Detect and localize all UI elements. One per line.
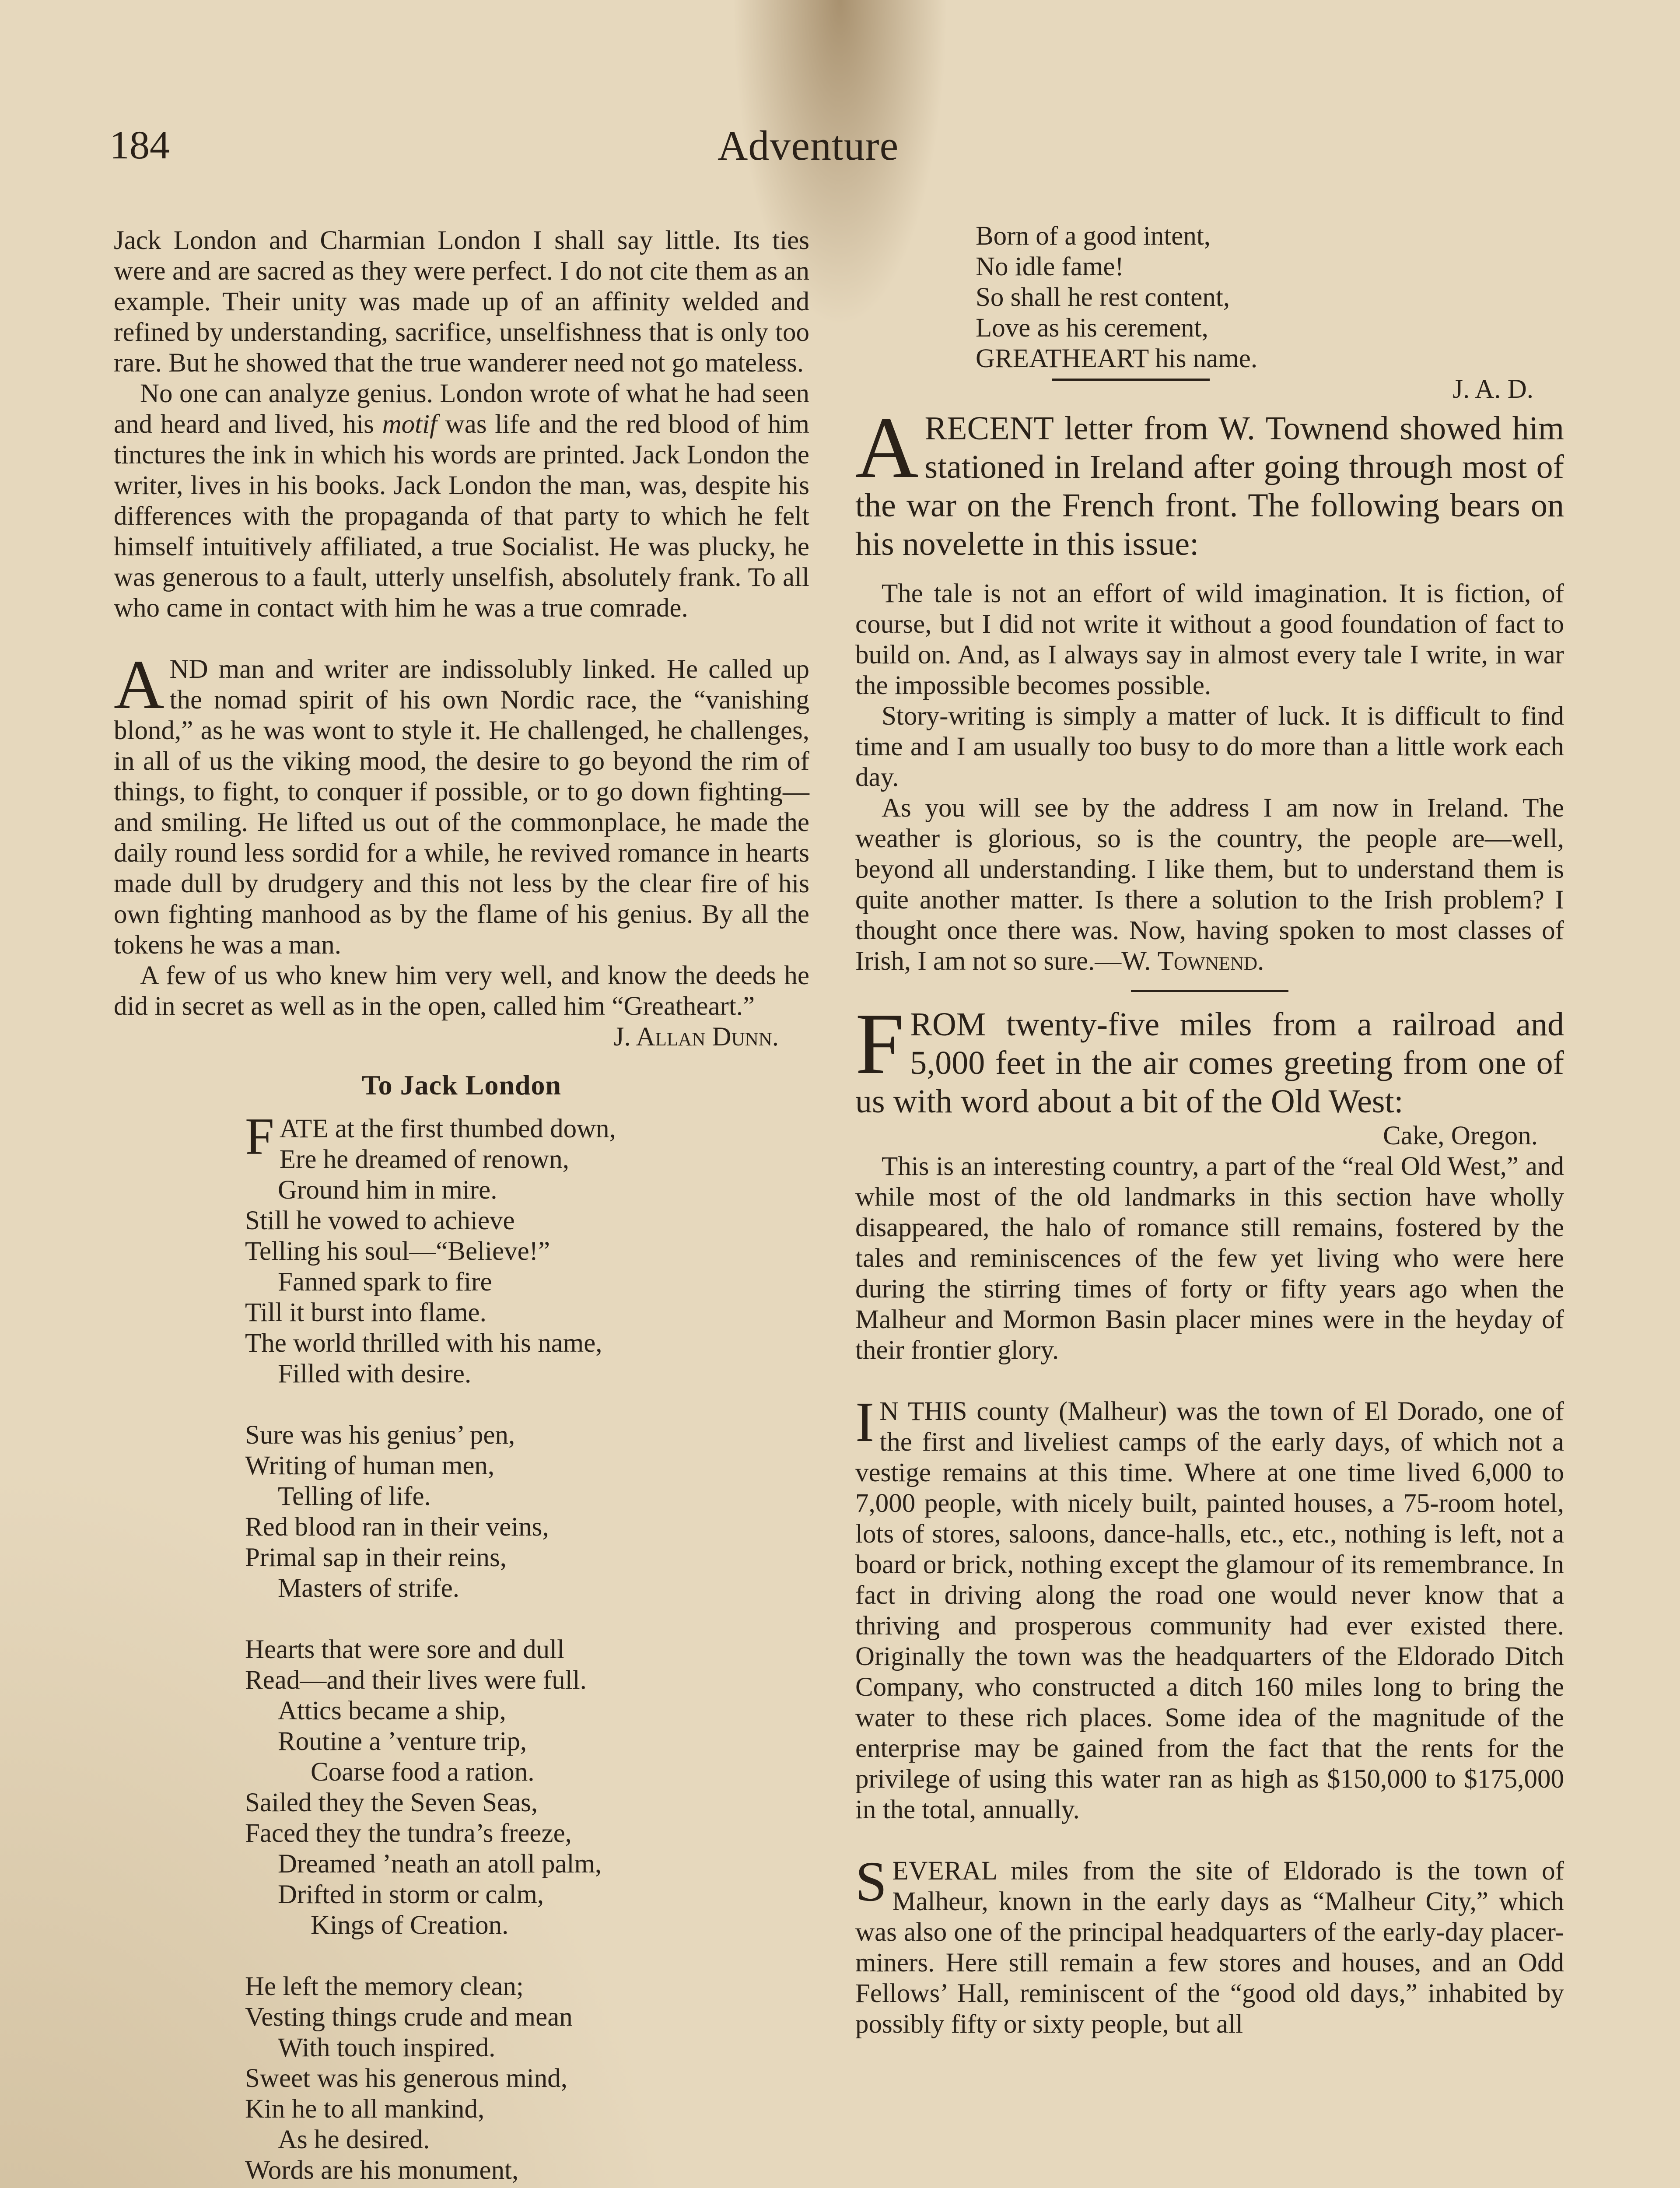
poem-line: Love as his cerement, bbox=[976, 313, 1208, 343]
drop-cap: A bbox=[855, 400, 919, 496]
section-lead: A RECENT letter from W. Townend showed him stationed in Ireland after going through most of the war on the French front. The following bears on his novelette in this issue: bbox=[855, 400, 1564, 562]
drop-cap: I bbox=[855, 1391, 875, 1454]
letter-paragraph: SEVERAL miles from the site of Eldorado is the town of Malheur, known in the early days as “Malheur City,” which was also one of the principal headquarters of the early-day placer-miners. Here still remain a few stores and houses, and an Odd Fellows’ Hall, reminiscent of the “good old days,” inhabited by possibly fifty or sixty people, but all bbox=[855, 1850, 1564, 2039]
poem-line: Primal sap in their reins, bbox=[245, 1543, 507, 1572]
poem-line: Hearts that were sore and dull bbox=[245, 1635, 565, 1664]
drop-cap: S bbox=[855, 1850, 887, 1913]
poem-line: Still he vowed to achieve bbox=[245, 1206, 515, 1235]
poem-line: Sure was his genius’ pen, bbox=[245, 1420, 515, 1450]
poem-line: FATE at the first thumbed down, bbox=[245, 1107, 616, 1165]
poem-line: Born of a good intent, bbox=[976, 221, 1211, 251]
left-column bbox=[114, 225, 809, 2186]
stanza-break bbox=[245, 1604, 809, 1634]
poem-line: The world thrilled with his name, bbox=[245, 1329, 602, 1358]
poem-continuation bbox=[855, 221, 1564, 374]
poem-line: Telling of life. bbox=[278, 1482, 431, 1511]
poem-line: Kings of Creation. bbox=[311, 1911, 509, 1940]
poem-line: Faced they the tundra’s freeze, bbox=[245, 1819, 572, 1848]
letter-paragraph: This is an interesting country, a part of the “real Old West,” and while most of the old landmarks in this section have wholly disappeared, the halo of romance still remains, fostered by the tales and reminiscences of the few yet living who were here during the stirring times of forty or fifty years ago when the Malheur and Mormon Basin placer mines were in the heyday of their frontier glory. bbox=[855, 1152, 1564, 1365]
poem-line: Drifted in storm or calm, bbox=[278, 1880, 544, 1909]
paragraph: AND man and writer are indissolubly linked. He called up the nomad spirit of his own Nordic race, the “vanishing blond,” as he was wont to style it. He challenged, he challenges, in all of us the viking mood, the desire to go beyond the rim of things, to fight, to conquer if possible, or to go down fighting—and smiling. He lifted us out of the commonplace, he made the daily round less sordid for a while, he revived romance in hearts made dull by drudgery and this not less by the clear fire of his own fighting manhood as by the flame of his genius. By all the tokens he was a man. bbox=[114, 645, 809, 960]
poem-line: Words are his monument, bbox=[245, 2156, 519, 2185]
paragraph: Jack London and Charmian London I shall say little. Its ties were and are sacred as they were perfect. I do not cite them as an example. Their unity was made up of an affinity welded and refined by understanding, sacrifice, unselfishness that is only too rare. But he showed that the true wanderer need not go mateless. bbox=[114, 226, 809, 378]
drop-cap: F bbox=[855, 996, 904, 1092]
letter-paragraph: As you will see by the address I am now in Ireland. The weather is glorious, so is the country, the people are—well, beyond all understanding. I like them, but to understand them is quite another matter. Is there a solution to the Irish problem? I thought once there was. Now, having spoken to most classes of Irish, I am not so sure.—W. Townend. bbox=[855, 793, 1564, 976]
poem-line: Sailed they the Seven Seas, bbox=[245, 1788, 538, 1817]
poem-line: He left the memory clean; bbox=[245, 1972, 524, 2001]
signature: J. Allan Dunn. bbox=[613, 1022, 779, 1052]
poem-line: With touch inspired. bbox=[278, 2033, 496, 2062]
poem-line: Ere he dreamed of renown, bbox=[279, 1145, 569, 1174]
letter-paragraph: Story-writing is simply a matter of luck. It is difficult to find time and I am usually too busy to do more than a little work each day. bbox=[855, 701, 1564, 792]
paragraph: A few of us who knew him very well, and know the deeds he did in secret as well as in the open, called him “Greatheart.” bbox=[114, 961, 809, 1021]
poem-line: Fanned spark to fire bbox=[278, 1267, 492, 1297]
poem-line: No idle fame! bbox=[976, 252, 1124, 281]
poem-line: Filled with desire. bbox=[278, 1359, 472, 1389]
poem-line: Coarse food a ration. bbox=[311, 1757, 535, 1787]
poem-line: GREATHEART his name. bbox=[976, 344, 1258, 373]
section-divider bbox=[1131, 990, 1288, 992]
poem-line: Kin he to all mankind, bbox=[245, 2094, 485, 2124]
dateline: Cake, Oregon. bbox=[1382, 1121, 1538, 1150]
poem-line: So shall he rest content, bbox=[976, 283, 1230, 312]
poem-line: Vesting things crude and mean bbox=[245, 2002, 573, 2032]
poem bbox=[114, 1107, 809, 2186]
poem-line: Read—and their lives were full. bbox=[245, 1666, 587, 1695]
page-number: 184 bbox=[109, 123, 170, 167]
poem-line: Till it burst into flame. bbox=[245, 1298, 486, 1327]
stanza-break bbox=[245, 1941, 809, 1971]
poem-line: Masters of strife. bbox=[278, 1574, 460, 1603]
drop-cap: A bbox=[114, 645, 164, 723]
paragraph: No one can analyze genius. London wrote of what he had seen and heard and lived, his motif was life and the red blood of him tinctures the ink in which his words are printed. Jack London the writer, lives in his books. Jack London the man, was, despite his differences with the propaganda of that party to which he felt himself intuitively affiliated, a true Socialist. He was plucky, he was generous to a fault, utterly unselfish, absolutely frank. To all who came in contact with him he was a true comrade. bbox=[114, 379, 809, 623]
poem-signature: J. A. D. bbox=[1452, 375, 1533, 404]
poem-line: Writing of human men, bbox=[245, 1451, 495, 1480]
poem-line: Dreamed ’neath an atoll palm, bbox=[278, 1849, 602, 1879]
stanza-break bbox=[245, 1389, 809, 1420]
drop-cap: F bbox=[245, 1107, 274, 1165]
poem-line: Telling his soul—“Believe!” bbox=[245, 1237, 550, 1266]
running-title: Adventure bbox=[718, 122, 899, 169]
poem-line: Attics became a ship, bbox=[278, 1696, 506, 1725]
poem-line: Ground him in mire. bbox=[278, 1175, 497, 1205]
letter-paragraph: The tale is not an effort of wild imagination. It is fiction, of course, but I did not write it without a good foundation of fact to build on. And, as I always say in almost every tale I write, in war the impossible becomes possible. bbox=[855, 579, 1564, 700]
section-lead: FROM twenty-five miles from a railroad and 5,000 feet in the air comes greeting from one of us with word about a bit of the Old West: bbox=[855, 996, 1564, 1120]
right-column bbox=[855, 221, 1564, 2040]
poem-line: Routine a ’venture trip, bbox=[278, 1727, 527, 1756]
section-divider bbox=[1052, 379, 1210, 381]
poem-title: To Jack London bbox=[361, 1069, 562, 1101]
poem-line: Sweet was his generous mind, bbox=[245, 2064, 567, 2093]
poem-line: Red blood ran in their veins, bbox=[245, 1512, 549, 1542]
poem-line: As he desired. bbox=[278, 2125, 430, 2154]
letter-paragraph: I N THIS county (Malheur) was the town of El Dorado, one of the first and liveliest camps of the early days, of which not a vestige remains at this time. Where at one time lived 6,000 to 7,000 people, with nicely built, painted houses, a 75-room hotel, lots of stores, saloons, dance-halls, etc., etc., nothing is left, not a board or brick, nothing except the glamour of its remembrance. In fact in driving along the road one would never know that a thriving and prosperous community had ever existed there. Originally the town was the headquarters of the Eldorado Ditch Company, who constructed a ditch 160 miles long to bring the water to these rich places. Some idea of the magnitude of the enterprise may be gained from the fact that the rents for the privilege of using this water ran as high as $150,000 to $175,000 in the total, annually. bbox=[855, 1391, 1564, 1824]
